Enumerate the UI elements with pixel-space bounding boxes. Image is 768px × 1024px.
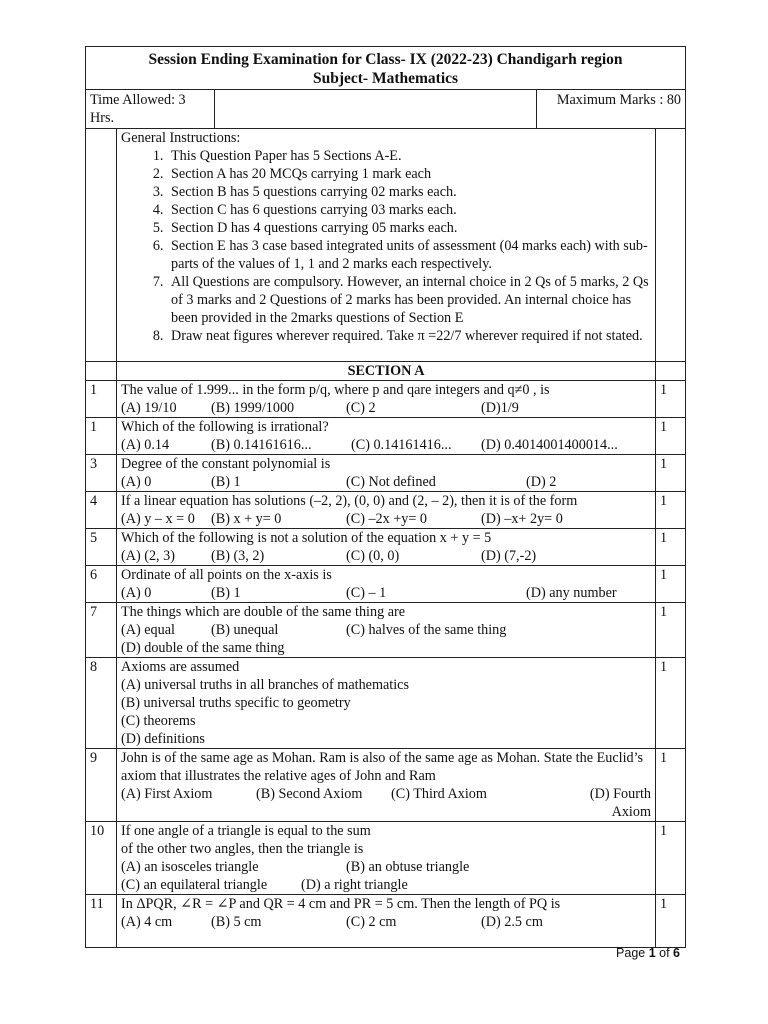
question-text: of the other two angles, then the triangle is (121, 841, 364, 857)
section-num-cell (86, 362, 117, 381)
section-marks-cell (656, 362, 686, 381)
instruction-item: 7. All Questions are compulsory. However, an internal choice in 2 Qs of 5 marks, 2 Qs of 3 marks and 2 Questions of 2 marks has been provided. An internal choice has been provided in the 2marks questions of Section E (167, 273, 651, 327)
question-body (117, 658, 656, 749)
question-text: Degree of the constant polynomial is (121, 456, 331, 472)
option: (B) 1 (211, 474, 241, 490)
title-line-2: Subject- Mathematics (312, 70, 459, 87)
question-options (121, 584, 651, 602)
question-options (121, 621, 651, 639)
question-marks: 1 (656, 455, 686, 492)
question-body (117, 455, 656, 492)
question-body (117, 603, 656, 658)
question-options (121, 399, 651, 417)
section-a-row (86, 362, 686, 381)
option: (B) unequal (211, 622, 279, 638)
exam-title (86, 47, 686, 90)
option: (D) any number (526, 585, 617, 601)
question-marks: 1 (656, 381, 686, 418)
question-marks: 1 (656, 603, 686, 658)
exam-table (85, 46, 686, 948)
question-options (121, 876, 651, 894)
option: (C) an equilateral triangle (121, 877, 268, 893)
instruction-item: 6. Section E has 3 case based integrated units of assessment (04 marks each) with sub- parts of the values of 1, 1 and 2 marks each respectively. (167, 237, 651, 273)
page-prefix: Page (616, 946, 649, 960)
option: (B) an obtuse triangle (346, 859, 470, 875)
question-body (117, 822, 656, 895)
maximum-marks: Maximum Marks : 80 (537, 90, 686, 129)
question-body (117, 381, 656, 418)
question-row (86, 749, 686, 822)
question-number: 6 (86, 566, 117, 603)
option: (D) 2.5 cm (481, 914, 543, 930)
question-number: 1 (86, 418, 117, 455)
meta-blank (215, 90, 537, 129)
question-row (86, 603, 686, 658)
option: (A) universal truths in all branches of mathematics (121, 677, 409, 693)
instruction-item: 5. Section D has 4 questions carrying 05 marks each. (167, 219, 651, 237)
question-options (121, 785, 651, 821)
page-footer (616, 944, 680, 962)
question-body (117, 749, 656, 822)
option: (C) Third Axiom (391, 786, 487, 802)
question-options (121, 913, 651, 931)
option: (D) 2 (526, 474, 557, 490)
option: (A) 0 (121, 585, 152, 601)
page-current: 1 (648, 946, 656, 960)
time-allowed: Time Allowed: 3 Hrs. (86, 90, 215, 129)
option: (A) First Axiom (121, 786, 213, 802)
page-total: 6 (673, 946, 680, 960)
instruction-item: 4. Section C has 6 questions carrying 03 marks each. (167, 201, 651, 219)
question-text: Which of the following is not a solution of the equation x + y = 5 (121, 530, 492, 546)
question-row (86, 381, 686, 418)
question-body (117, 418, 656, 455)
question-options (121, 436, 651, 454)
option: (A) equal (121, 622, 175, 638)
question-number: 1 (86, 381, 117, 418)
question-row (86, 455, 686, 492)
question-body (117, 529, 656, 566)
title-row (86, 47, 686, 90)
option: (B) x + y= 0 (211, 511, 282, 527)
option: (B) Second Axiom (256, 786, 363, 802)
option: (B) (3, 2) (211, 548, 265, 564)
question-marks: 1 (656, 566, 686, 603)
instruction-item: 1. This Question Paper has 5 Sections A-E. (167, 147, 651, 165)
option: (A) 4 cm (121, 914, 173, 930)
question-row (86, 658, 686, 749)
option: (D) –x+ 2y= 0 (481, 511, 563, 527)
instructions-row (86, 129, 686, 362)
question-row (86, 492, 686, 529)
question-number: 5 (86, 529, 117, 566)
question-number: 9 (86, 749, 117, 822)
question-options (121, 510, 651, 528)
question-options (121, 547, 651, 565)
question-marks: 1 (656, 529, 686, 566)
question-body (117, 492, 656, 529)
option: (A) 0.14 (121, 437, 170, 453)
question-text: If a linear equation has solutions (–2, 2), (0, 0) and (2, – 2), then it is of the form (121, 493, 578, 509)
instruction-item: 3. Section B has 5 questions carrying 02 marks each. (167, 183, 651, 201)
option: (B) 5 cm (211, 914, 262, 930)
question-options (121, 858, 651, 876)
question-marks: 1 (656, 418, 686, 455)
option: (D) 0.4014001400014... (481, 437, 618, 453)
option: (C) 0.14161416... (351, 437, 452, 453)
option: (A) 19/10 (121, 400, 177, 416)
option: (D)1/9 (481, 400, 519, 416)
question-text: Axioms are assumed (121, 659, 240, 675)
question-text: Ordinate of all points on the x-axis is (121, 567, 332, 583)
question-number: 4 (86, 492, 117, 529)
question-text: Which of the following is irrational? (121, 419, 329, 435)
meta-row (86, 90, 686, 129)
option: (D) definitions (121, 731, 205, 747)
exam-sheet (85, 46, 685, 948)
section-a-heading: SECTION A (117, 362, 656, 381)
question-row (86, 529, 686, 566)
option: (C) theorems (121, 713, 196, 729)
option: (D) (7,-2) (481, 548, 537, 564)
question-body (117, 566, 656, 603)
question-text: If one angle of a triangle is equal to the sum (121, 823, 371, 839)
question-text: John is of the same age as Mohan. Ram is also of the same age as Mohan. State the Euclid’s axiom that illustrates the relative ages of John and Ram (121, 750, 644, 784)
question-body (117, 895, 656, 948)
question-number: 10 (86, 822, 117, 895)
option: (C) (0, 0) (346, 548, 400, 564)
question-marks: 1 (656, 749, 686, 822)
question-text: The things which are double of the same thing are (121, 604, 406, 620)
instructions-list (121, 147, 651, 345)
general-instructions (117, 129, 656, 362)
question-number: 3 (86, 455, 117, 492)
option: (B) 0.14161616... (211, 437, 312, 453)
instruction-item: 8. Draw neat figures wherever required. Take π =22/7 wherever required if not stated. (167, 327, 651, 345)
question-marks: 1 (656, 895, 686, 948)
question-marks: 1 (656, 658, 686, 749)
option: (B) 1 (211, 585, 241, 601)
instructions-heading: General Instructions: (121, 130, 241, 146)
option: (C) halves of the same thing (346, 622, 507, 638)
question-row (86, 566, 686, 603)
option: (C) Not defined (346, 474, 436, 490)
question-options (121, 473, 651, 491)
option: (C) 2 cm (346, 914, 397, 930)
question-text: The value of 1.999... in the form p/q, where p and qare integers and q≠0 , is (121, 382, 550, 398)
question-row (86, 418, 686, 455)
option: (C) –2x +y= 0 (346, 511, 428, 527)
question-number: 11 (86, 895, 117, 948)
instruction-item: 2. Section A has 20 MCQs carrying 1 mark each (167, 165, 651, 183)
option: (B) universal truths specific to geometry (121, 695, 351, 711)
question-marks: 1 (656, 822, 686, 895)
option: (B) 1999/1000 (211, 400, 295, 416)
option: (A) 0 (121, 474, 152, 490)
question-number: 8 (86, 658, 117, 749)
option: (D) double of the same thing (121, 640, 285, 656)
page-of: of (655, 946, 674, 960)
option: (A) an isosceles triangle (121, 859, 259, 875)
option: (D) Fourth Axiom (589, 786, 651, 820)
instructions-num-cell (86, 129, 117, 362)
option: (D) a right triangle (301, 877, 408, 893)
option: (A) y – x = 0 (121, 511, 195, 527)
question-number: 7 (86, 603, 117, 658)
question-row (86, 822, 686, 895)
option: (C) – 1 (346, 585, 387, 601)
option: (A) (2, 3) (121, 548, 175, 564)
title-line-1: Session Ending Examination for Class- IX (2022-23) Chandigarh region (148, 51, 623, 68)
question-row (86, 895, 686, 948)
option: (C) 2 (346, 400, 376, 416)
instructions-marks-cell (656, 129, 686, 362)
question-marks: 1 (656, 492, 686, 529)
question-text: In ΔPQR, ∠R = ∠P and QR = 4 cm and PR = 5 cm. Then the length of PQ is (121, 896, 561, 912)
